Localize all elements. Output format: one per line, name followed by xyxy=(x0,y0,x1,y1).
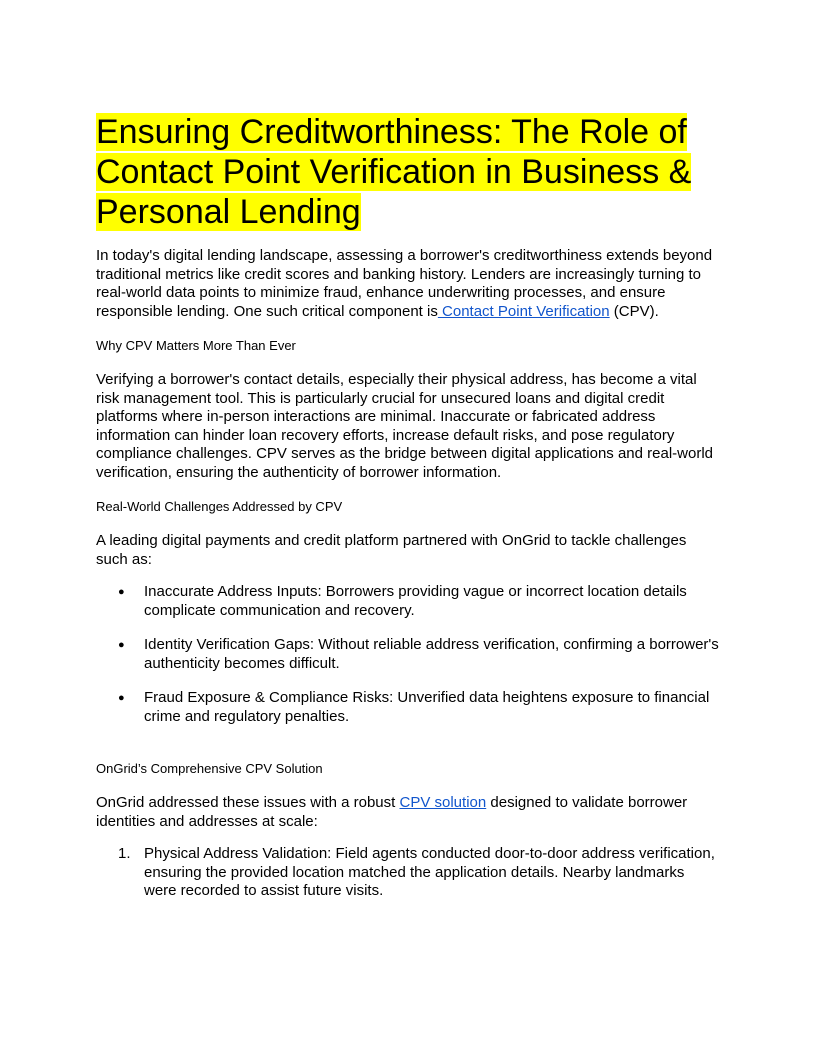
document-content xyxy=(96,112,720,917)
title-highlight: Ensuring Creditworthiness: The Role of Contact Point Verification in Business & Personal Lending xyxy=(96,113,692,231)
section-solution-paragraph xyxy=(96,794,720,831)
list-item: ● Identity Verification Gaps: Without reliable address verification, confirming a borrower's authenticity becomes difficult. xyxy=(96,636,720,673)
section-challenges-paragraph: A leading digital payments and credit platform partnered with OnGrid to tackle challenges such as: xyxy=(96,532,687,568)
intro-text: In today's digital lending landscape, assessing a borrower's creditworthiness extends beyond traditional metrics like credit scores and banking history. Lenders are increasingly turning to real-world data points to minimize fraud, enhance underwriting processes, and ensure responsible lending. One such critical component is xyxy=(96,247,713,320)
contact-point-verification-link[interactable]: Contact Point Verification xyxy=(437,302,610,320)
solution-text-end: designed to validate borrower identities and addresses at scale: xyxy=(96,794,688,830)
document-title xyxy=(96,112,720,232)
intro-text-end: (CPV). xyxy=(609,302,659,320)
cpv-solution-link[interactable]: CPV solution xyxy=(399,794,487,811)
section-heading-challenges: Real-World Challenges Addressed by CPV xyxy=(96,499,343,514)
list-spacer xyxy=(96,726,720,744)
solution-text: OnGrid addressed these issues with a robust xyxy=(96,794,400,811)
section-heading-solution: OnGrid’s Comprehensive CPV Solution xyxy=(96,761,323,776)
list-item-text: Physical Address Validation: Field agents conducted door-to-door address verification, ensuring the provided location matched the application details. Nearby landmarks were recorded to assist future visits. xyxy=(144,845,715,899)
solution-steps-list xyxy=(96,845,720,901)
list-item xyxy=(96,845,720,901)
section-heading-why-cpv: Why CPV Matters More Than Ever xyxy=(96,338,296,353)
list-item: ● Inaccurate Address Inputs: Borrowers providing vague or incorrect location details complicate communication and recovery. xyxy=(96,583,720,620)
intro-paragraph xyxy=(96,247,720,321)
list-item-number: 1. xyxy=(118,845,131,862)
list-item: ● Fraud Exposure & Compliance Risks: Unverified data heightens exposure to financial crime and regulatory penalties. xyxy=(96,689,720,726)
section-why-cpv-paragraph: Verifying a borrower's contact details, especially their physical address, has become a vital risk management tool. This is particularly crucial for unsecured loans and digital credit platforms where in-person interactions are minimal. Inaccurate or fabricated address information can hinder loan recovery efforts, increase default risks, and pose regulatory compliance challenges. CPV serves as the bridge between digital applications and real-world verification, ensuring the authenticity of borrower information. xyxy=(96,371,714,481)
challenges-list xyxy=(96,583,720,726)
